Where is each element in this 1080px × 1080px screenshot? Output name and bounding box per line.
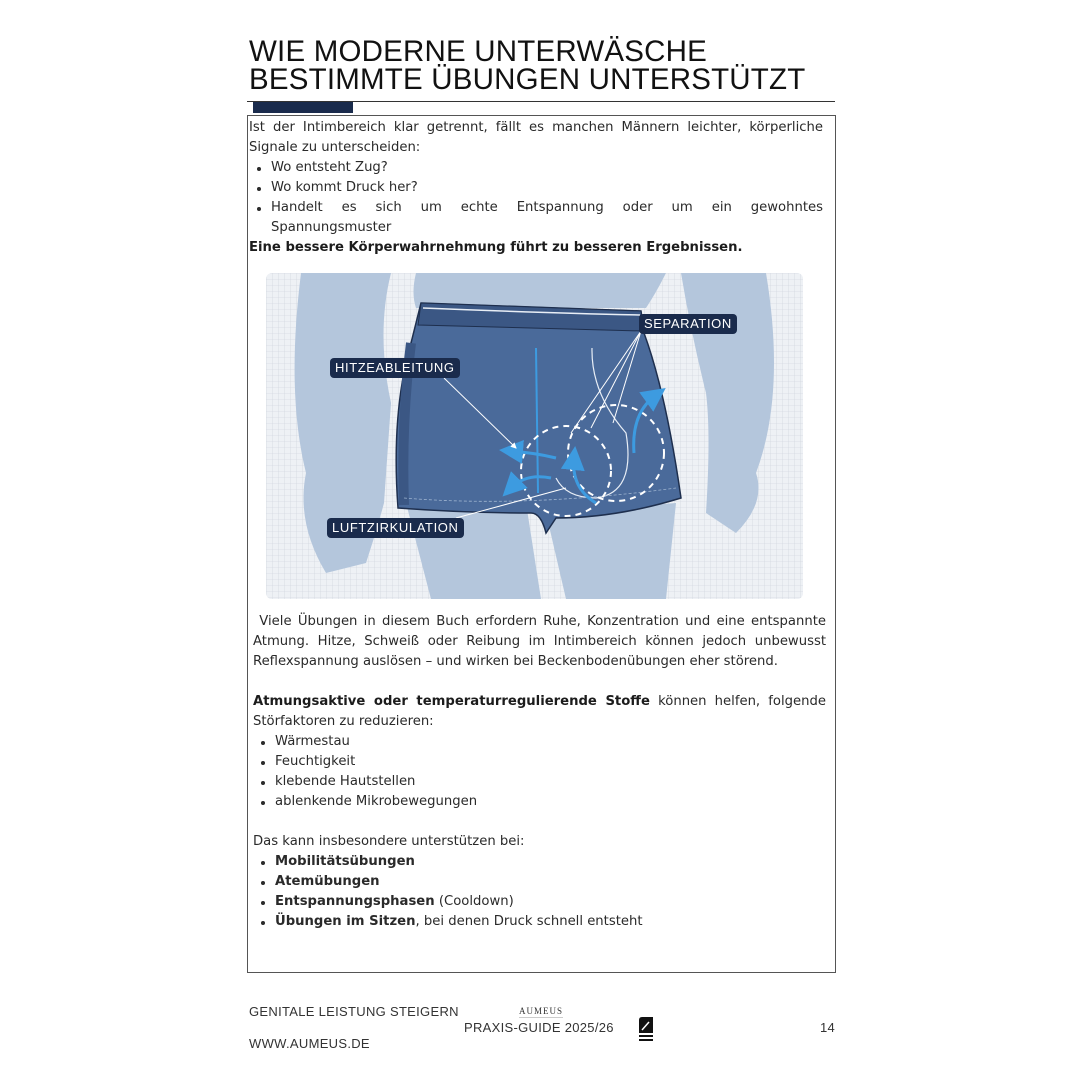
list-item: Wo entsteht Zug? xyxy=(249,158,823,178)
page-number: 14 xyxy=(820,1020,836,1035)
list-item-continuation: Spannungsmuster xyxy=(271,220,392,235)
fabric-paragraph-line-1: Atmungsaktive oder temperaturregulierende Stoffe können helfen, folgende xyxy=(253,694,826,709)
footer-book-title: GENITALE LEISTUNG STEIGERN xyxy=(249,1004,459,1019)
exercise-paragraph-line-1: Viele Übungen in diesem Buch erfordern Ruhe, Konzentration und eine entspannte xyxy=(253,614,826,629)
footer-guide-title: PRAXIS-GUIDE 2025/26 xyxy=(464,1020,614,1035)
list-item: Atemübungen xyxy=(253,872,826,892)
brand-logo-icon xyxy=(638,1016,654,1042)
intro-paragraph-line-2: Signale zu unterscheiden: xyxy=(249,140,421,155)
intro-paragraph-line-1: Ist der Intimbereich klar getrennt, fällt es manchen Männern leichter, körperliche xyxy=(249,120,823,135)
exercise-paragraph-line-3: Reflexspannung auslösen – und wirken bei Beckenbodenübungen eher störend. xyxy=(253,654,778,669)
list-item: Übungen im Sitzen, bei denen Druck schnell entsteht xyxy=(253,912,826,932)
fabric-paragraph-line-2: Störfaktoren zu reduzieren: xyxy=(253,714,434,729)
air-circulation-label: LUFTZIRKULATION xyxy=(327,518,464,538)
title-accent-bar xyxy=(253,102,353,113)
list-item: Handelt es sich um echte Entspannung oder um ein gewohntes xyxy=(249,198,823,218)
list-item: klebende Hautstellen xyxy=(253,772,826,792)
page-title-line-2: BESTIMMTE ÜBUNGEN UNTERSTÜTZT xyxy=(249,63,806,96)
footer-website: WWW.AUMEUS.DE xyxy=(249,1036,370,1051)
list-item: Wo kommt Druck her? xyxy=(249,178,823,198)
supported-exercise-list xyxy=(253,852,826,932)
signal-question-list xyxy=(249,158,823,218)
page-title-line-1: WIE MODERNE UNTERWÄSCHE xyxy=(249,35,708,68)
separation-label: SEPARATION xyxy=(639,314,737,334)
support-intro: Das kann insbesondere unterstützen bei: xyxy=(253,834,525,849)
exercise-paragraph-line-2: Atmung. Hitze, Schweiß oder Reibung im Intimbereich können jedoch unbewusst xyxy=(253,634,826,649)
list-item: ablenkende Mikrobewegungen xyxy=(253,792,826,812)
list-item: Mobilitätsübungen xyxy=(253,852,826,872)
list-item: Entspannungsphasen (Cooldown) xyxy=(253,892,826,912)
conclusion-statement: Eine bessere Körperwahrnehmung führt zu besseren Ergebnissen. xyxy=(249,240,743,255)
page-title xyxy=(249,35,839,96)
list-item: Wärmestau xyxy=(253,732,826,752)
list-item: Feuchtigkeit xyxy=(253,752,826,772)
footer-brand: AUMEUS xyxy=(519,1006,564,1016)
disturbance-factor-list xyxy=(253,732,826,812)
heat-dissipation-label: HITZEABLEITUNG xyxy=(330,358,460,378)
underwear-illustration xyxy=(266,273,803,599)
